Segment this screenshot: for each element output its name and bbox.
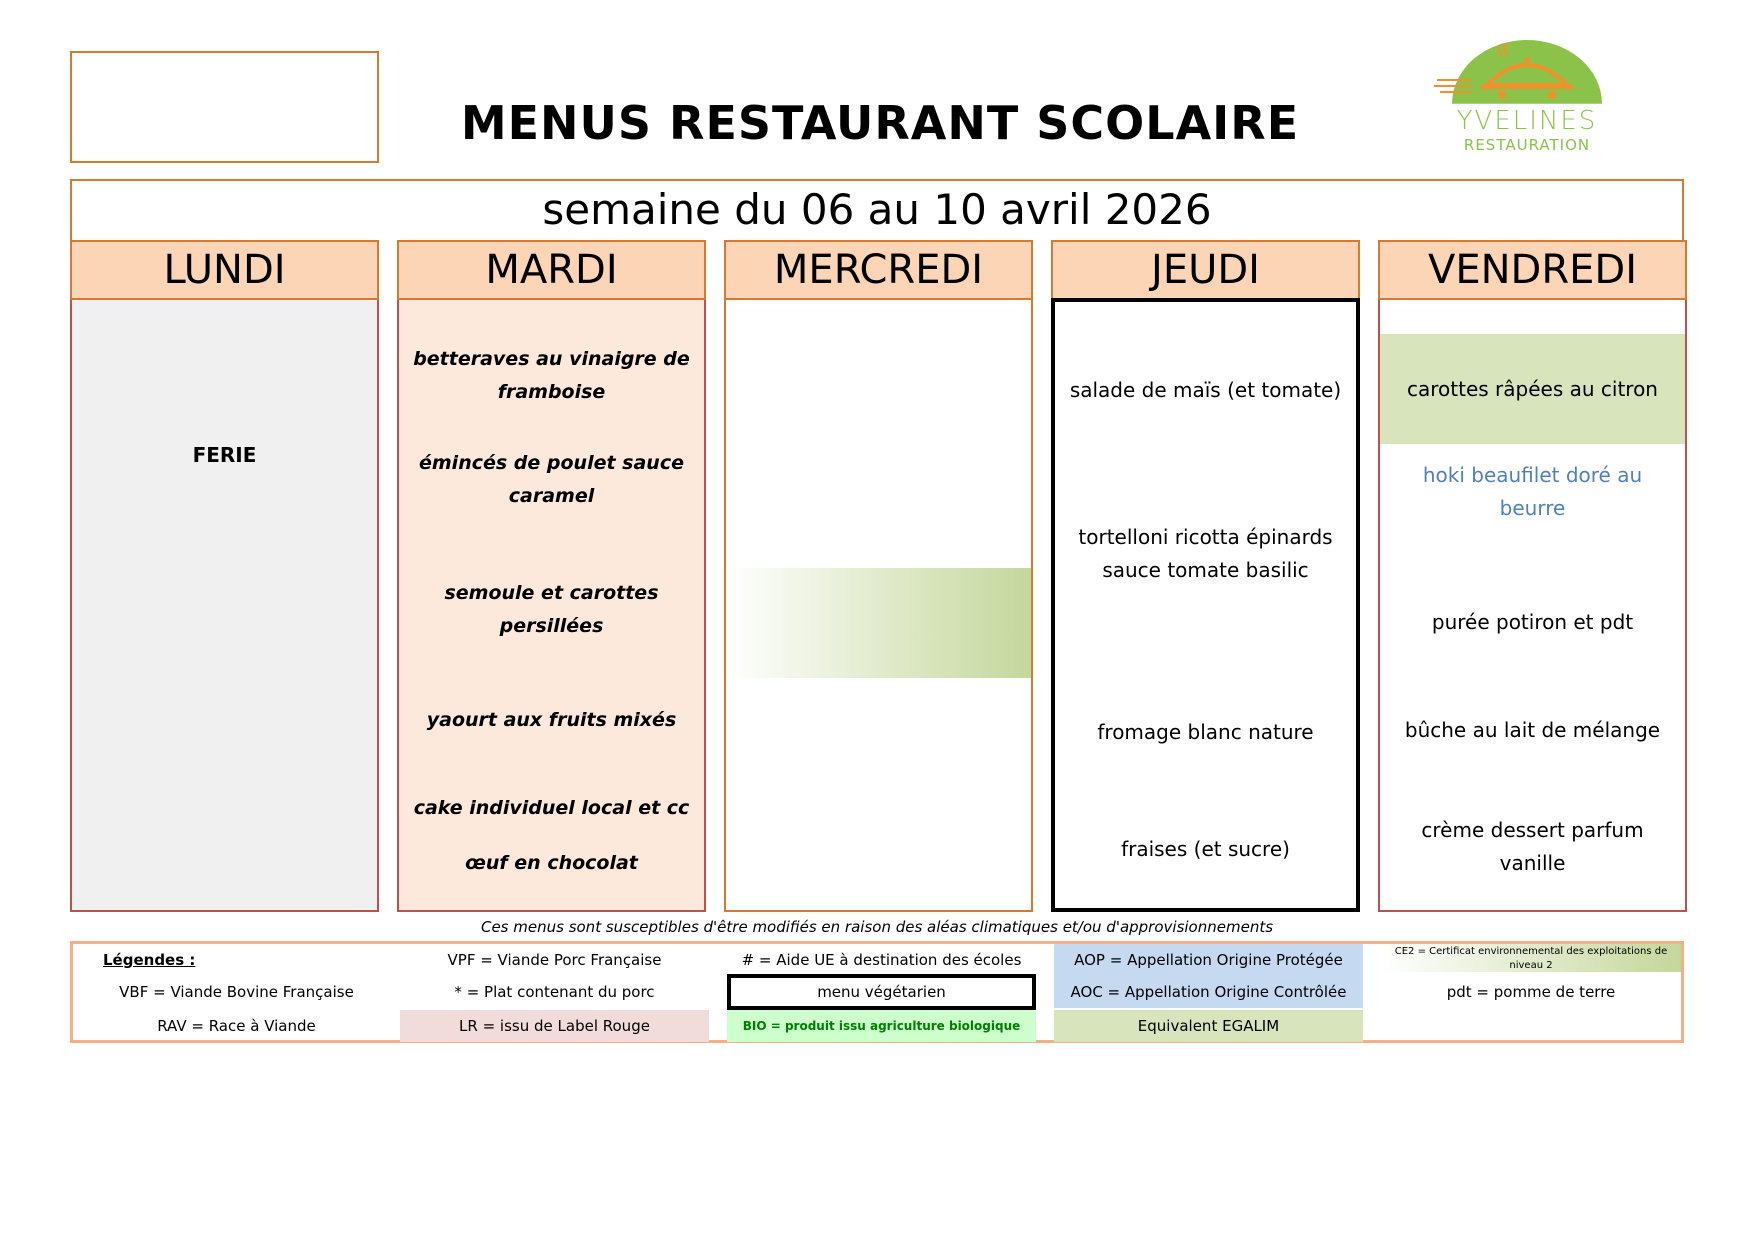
day-menu	[397, 300, 706, 912]
menu-item-dairy: bûche au lait de mélange	[1404, 717, 1661, 742]
legend-label-rouge: LR = issu de Label Rouge	[400, 1010, 709, 1042]
day-header: MERCREDI	[724, 240, 1033, 300]
brand-logo	[1432, 40, 1622, 158]
menu-item-dessert: fraises (et sucre)	[1121, 836, 1290, 861]
day-header: MARDI	[397, 240, 706, 300]
menu-item-extra: œuf en chocolat	[465, 851, 638, 874]
menu-item-dairy: yaourt aux fruits mixés	[426, 708, 677, 731]
menu-item-main: hoki beaufilet doré au beurre	[1422, 463, 1643, 520]
legend-eu-aid: # = Aide UE à destination des écoles	[741, 951, 1022, 969]
week-label: semaine du 06 au 10 avril 2026	[542, 185, 1212, 234]
day-column-lundi	[70, 240, 379, 912]
day-column-mardi	[397, 240, 706, 912]
day-column-mercredi	[724, 240, 1033, 912]
legend-box	[70, 941, 1684, 1043]
menu-item-side: purée potiron et pdt	[1431, 609, 1634, 634]
day-header: LUNDI	[70, 240, 379, 300]
legend-ce2: CE2 = Certificat environnemental des exploitations de niveau 2	[1381, 944, 1681, 972]
day-header: JEUDI	[1051, 240, 1360, 300]
day-menu	[1378, 300, 1687, 912]
legend-aop: AOP = Appellation Origine Protégée	[1074, 951, 1343, 969]
legend-egalim: Equivalent EGALIM	[1054, 1010, 1363, 1042]
week-banner	[70, 179, 1684, 243]
menu-item-starter: salade de maïs (et tomate)	[1069, 377, 1342, 402]
menu-item-side: semoule et carottes persillées	[444, 582, 659, 637]
brand-name: YVELINES	[1456, 106, 1598, 136]
menu-item-main: émincés de poulet sauce caramel	[419, 452, 684, 507]
menu-item-starter: betteraves au vinaigre de framboise	[413, 348, 690, 403]
legend-aoc: AOC = Appellation Origine Contrôlée	[1070, 983, 1347, 1001]
day-column-vendredi	[1378, 240, 1687, 912]
page-title: MENUS RESTAURANT SCOLAIRE	[460, 96, 1300, 150]
menu-item-main: tortelloni ricotta épinards sauce tomate basilic	[1078, 525, 1333, 582]
day-menu-vegetarian	[1051, 298, 1360, 912]
menu-item-dessert: crème dessert parfum vanille	[1421, 818, 1644, 875]
legend-rav: RAV = Race à Viande	[157, 1017, 316, 1035]
disclaimer-notice: Ces menus sont susceptibles d'être modifiés en raison des aléas climatiques et/ou d'approvisionnements	[480, 918, 1274, 936]
egalim-highlight	[726, 568, 1031, 678]
school-logo-placeholder	[70, 51, 379, 163]
menu-item-starter: carottes râpées au citron	[1380, 334, 1685, 444]
day-column-jeudi	[1051, 240, 1360, 912]
legend-bio: BIO = produit issu agriculture biologique	[727, 1010, 1036, 1042]
day-header: VENDREDI	[1378, 240, 1687, 300]
food-cloche-icon	[1432, 40, 1622, 106]
brand-subtitle: RESTAURATION	[1463, 136, 1591, 154]
day-menu	[724, 300, 1033, 912]
legend-vpf: VPF = Viande Porc Française	[447, 951, 662, 969]
legend-vbf: VBF = Viande Bovine Française	[119, 983, 354, 1001]
legend-title: Légendes :	[103, 951, 196, 969]
holiday-label: FERIE	[192, 442, 257, 467]
day-menu	[70, 300, 379, 912]
legend-pdt: pdt = pomme de terre	[1446, 983, 1616, 1001]
legend-pork: * = Plat contenant du porc	[454, 983, 655, 1001]
menu-item-dessert: cake individuel local et cc	[413, 796, 690, 819]
legend-vegetarian: menu végétarien	[727, 974, 1036, 1010]
menu-item-dairy: fromage blanc nature	[1097, 719, 1314, 744]
